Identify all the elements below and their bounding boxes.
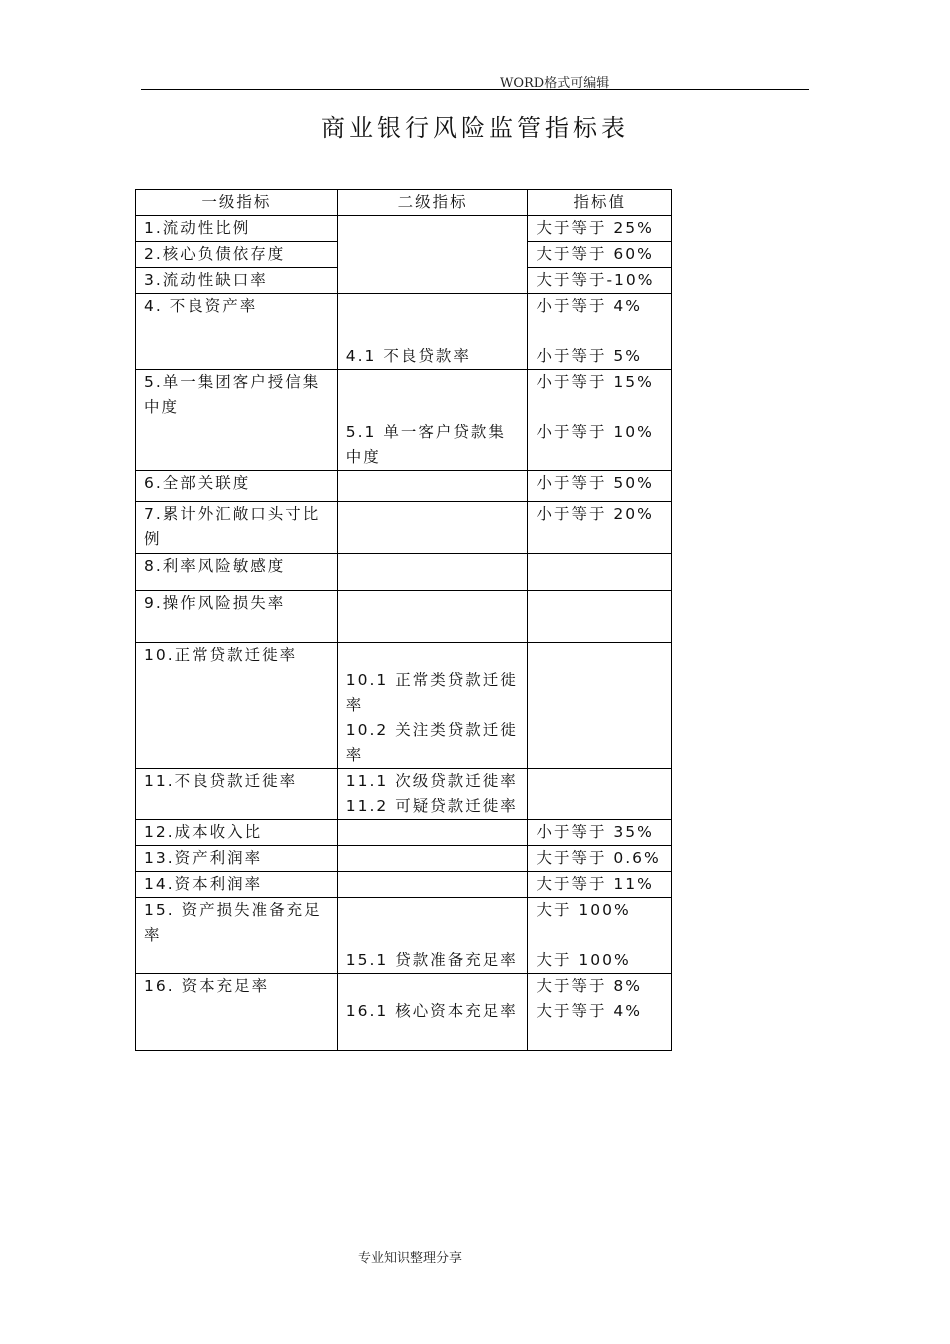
level1-text: 15. 资产损失准备充足率 <box>144 901 322 944</box>
value-cell <box>528 554 672 591</box>
table-row <box>136 294 672 370</box>
level2-text: 10.1 正常类贷款迁徙率 <box>345 671 518 714</box>
level2-text: 10.2 关注类贷款迁徙率 <box>345 721 518 764</box>
column-header-value: 指标值 <box>528 190 672 216</box>
level1-cell: 6.全部关联度 <box>136 471 338 502</box>
table-row <box>136 898 672 974</box>
level1-cell <box>136 294 338 370</box>
table-row <box>136 370 672 471</box>
level2-cell <box>337 820 528 846</box>
table-row <box>136 643 672 769</box>
level1-text: 5.单一集团客户授信集中度 <box>144 373 321 416</box>
level2-cell <box>337 898 528 974</box>
table-row <box>136 216 672 242</box>
value-text: 大于等于 4% <box>536 1002 642 1020</box>
value-cell: 小于等于 35% <box>528 820 672 846</box>
value-cell: 大于等于 0.6% <box>528 846 672 872</box>
table-row <box>136 471 672 502</box>
value-cell <box>528 370 672 471</box>
page-footer-text: 专业知识整理分享 <box>357 1251 462 1266</box>
level2-cell <box>337 554 528 591</box>
value-cell: 大于等于 25% <box>528 216 672 242</box>
table-row <box>136 554 672 591</box>
value-cell <box>528 898 672 974</box>
level2-cell <box>337 846 528 872</box>
level1-cell: 1.流动性比例 <box>136 216 338 242</box>
table-row <box>136 769 672 820</box>
level2-text: 16.1 核心资本充足率 <box>345 1002 518 1020</box>
value-cell: 大于等于 60% <box>528 242 672 268</box>
level1-cell <box>136 370 338 471</box>
level2-cell <box>337 294 528 370</box>
level1-text: 10.正常贷款迁徙率 <box>144 646 298 664</box>
level1-cell: 3.流动性缺口率 <box>136 268 338 294</box>
level2-text: 4.1 不良贷款率 <box>345 347 471 365</box>
document-title: 商业银行风险监管指标表 <box>321 114 629 142</box>
level2-cell <box>337 643 528 769</box>
header-divider <box>141 89 809 90</box>
value-cell: 大于等于 11% <box>528 872 672 898</box>
level1-cell: 2.核心负债依存度 <box>136 242 338 268</box>
level2-cell <box>337 769 528 820</box>
level1-text: 4. 不良资产率 <box>144 297 258 315</box>
value-cell <box>528 974 672 1051</box>
level2-cell <box>337 974 528 1051</box>
level2-cell <box>337 471 528 502</box>
table-row <box>136 591 672 643</box>
value-text: 小于等于 4% <box>536 297 642 315</box>
level2-text: 11.2 可疑贷款迁徙率 <box>345 797 518 815</box>
level1-cell <box>136 769 338 820</box>
level2-cell <box>337 370 528 471</box>
level1-cell <box>136 643 338 769</box>
value-text: 大于 100% <box>536 901 631 919</box>
level1-cell: 9.操作风险损失率 <box>136 591 338 643</box>
value-cell <box>528 591 672 643</box>
level1-cell: 8.利率风险敏感度 <box>136 554 338 591</box>
value-cell: 小于等于 50% <box>528 471 672 502</box>
table-row <box>136 502 672 554</box>
value-cell: 小于等于 20% <box>528 502 672 554</box>
value-text: 小于等于 10% <box>536 423 654 441</box>
table-row <box>136 820 672 846</box>
column-header-level1: 一级指标 <box>136 190 338 216</box>
level1-cell <box>136 974 338 1051</box>
level2-text: 5.1 单一客户贷款集中度 <box>345 423 506 466</box>
column-header-level2: 二级指标 <box>337 190 528 216</box>
level1-cell: 13.资产利润率 <box>136 846 338 872</box>
table-header-row <box>136 190 672 216</box>
level1-cell: 14.资本利润率 <box>136 872 338 898</box>
level2-text: 11.1 次级贷款迁徙率 <box>345 772 518 790</box>
page-header-text: WORD格式可编辑 <box>500 76 610 91</box>
level1-cell <box>136 898 338 974</box>
value-text: 大于等于 8% <box>536 977 642 995</box>
level2-cell <box>337 591 528 643</box>
risk-indicator-table <box>135 189 672 1051</box>
table-row <box>136 846 672 872</box>
table-row <box>136 872 672 898</box>
value-text: 大于 100% <box>536 951 631 969</box>
level1-text: 16. 资本充足率 <box>144 977 270 995</box>
level2-cell <box>337 216 528 294</box>
value-cell <box>528 769 672 820</box>
value-cell <box>528 294 672 370</box>
level2-text: 15.1 贷款准备充足率 <box>345 951 518 969</box>
table-row <box>136 974 672 1051</box>
value-text: 小于等于 15% <box>536 373 654 391</box>
level1-text: 11.不良贷款迁徙率 <box>144 772 298 790</box>
level2-cell <box>337 502 528 554</box>
value-text: 小于等于 5% <box>536 347 642 365</box>
level1-cell: 12.成本收入比 <box>136 820 338 846</box>
level2-cell <box>337 872 528 898</box>
value-cell <box>528 643 672 769</box>
level1-cell: 7.累计外汇敞口头寸比例 <box>136 502 338 554</box>
value-cell: 大于等于-10% <box>528 268 672 294</box>
